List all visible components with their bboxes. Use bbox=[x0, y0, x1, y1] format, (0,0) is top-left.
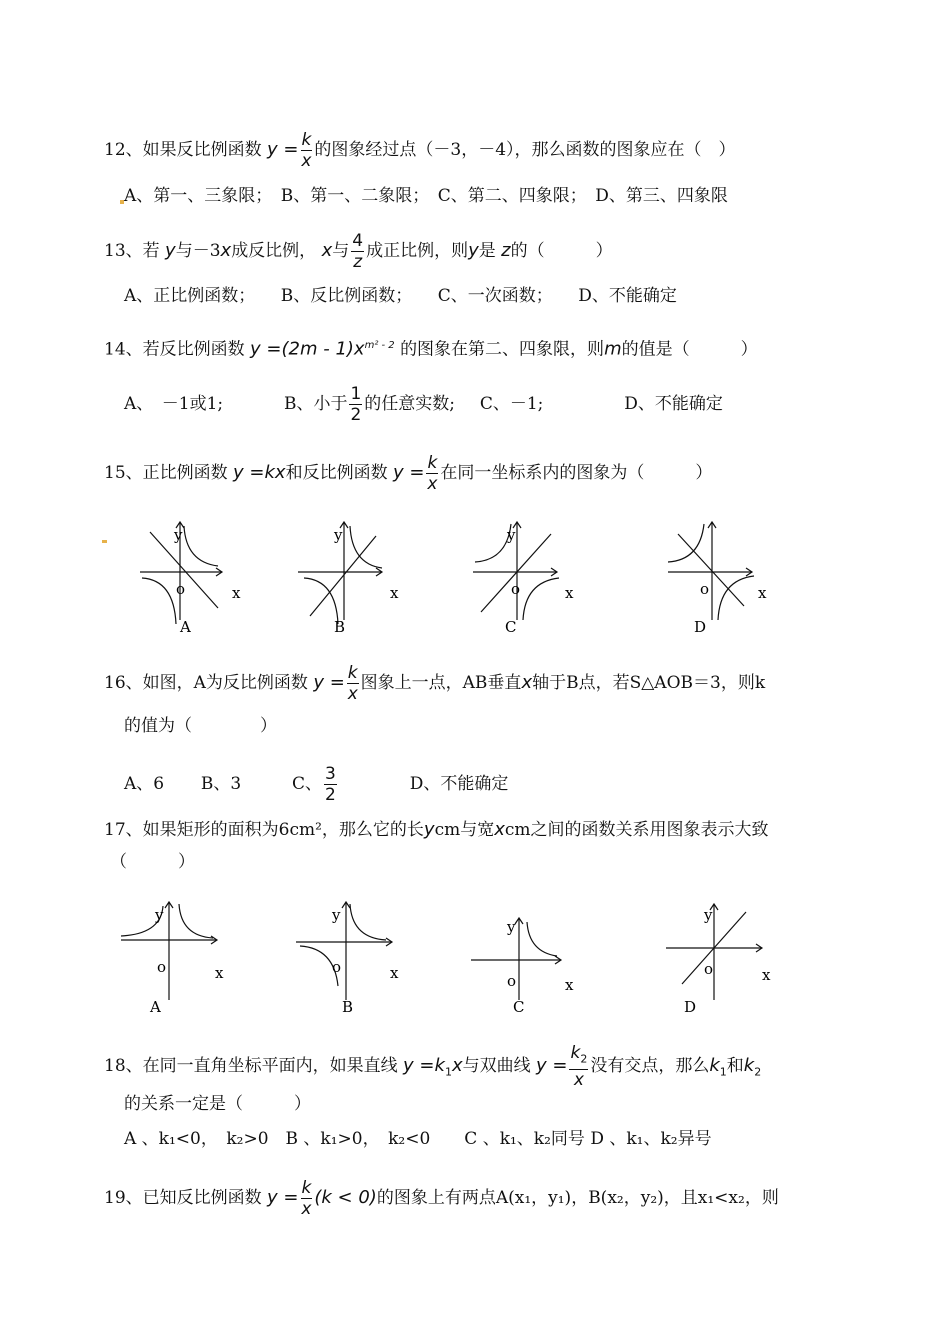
axis-y-label: y bbox=[704, 906, 713, 924]
q17-graph-c bbox=[465, 900, 595, 1020]
q15-graph-c bbox=[465, 520, 595, 640]
axis-x-label: x bbox=[762, 966, 771, 984]
q17-stem: 17、如果矩形的面积为6cm²，那么它的长ycm与宽xcm之间的函数关系用图象表示大致 bbox=[104, 819, 769, 840]
axis-y-label: y bbox=[334, 526, 343, 544]
origin-label: o bbox=[332, 958, 342, 976]
fraction: $\frac{k}{x}$ bbox=[301, 130, 312, 171]
q18-stem: 18、在同一直角坐标平面内，如果直线 $y =k_1x$与双曲线 y = $\frac{k_2}{x}$ 没有交点，那么$k_1$和$k_2$ bbox=[104, 1043, 762, 1091]
q17-graph-a bbox=[115, 900, 245, 1020]
origin-label: o bbox=[507, 972, 517, 990]
fraction: $\frac{3}{2}$ bbox=[325, 764, 336, 805]
q17-graph-d bbox=[660, 900, 790, 1020]
q19-stem: 19、已知反比例函数 y = $\frac{k}{x}$ (k < 0)的图象上有两点A(x₁，y₁)，B(x₂，y₂)，且x₁<x₂，则 bbox=[104, 1178, 779, 1219]
fraction: $\frac{1}{2}$ bbox=[350, 384, 362, 425]
axis-x-label: x bbox=[758, 584, 767, 602]
q16-line2: 的值为（ ） bbox=[124, 716, 277, 736]
mark-dot bbox=[102, 540, 107, 543]
axis-y-label: y bbox=[507, 526, 516, 544]
axis-y-label: y bbox=[507, 918, 516, 936]
axis-y-label: y bbox=[155, 906, 164, 924]
q17-graph-b bbox=[290, 900, 420, 1020]
q13-options: A、正比例函数； B、反比例函数； C、一次函数； D、不能确定 bbox=[124, 286, 677, 306]
q12-stem: 12、如果反比例函数 y = $\frac{k}{x}$ 的图象经过点（－3，－4），那么函数的图象应在（ ） bbox=[104, 130, 736, 171]
fraction: $\frac{k}{x}$ bbox=[347, 663, 358, 704]
graph-label-c: C bbox=[513, 998, 525, 1016]
q15-graph-d bbox=[660, 520, 790, 640]
axis-x-label: x bbox=[390, 964, 399, 982]
q15-graph-b bbox=[290, 520, 420, 640]
graph-label-b: B bbox=[342, 998, 354, 1016]
q17-line2: （ ） bbox=[110, 852, 195, 872]
q13-stem: 13、若 y与－3x成反比例， x与 $\frac{4}{z}$ 成正比例，则y是 z的（ ） bbox=[104, 231, 613, 272]
origin-label: o bbox=[176, 580, 186, 598]
graph-label-d: D bbox=[694, 618, 707, 636]
q18-line2: 的关系一定是（ ） bbox=[124, 1094, 311, 1114]
q15-stem: 15、正比例函数 y =kx和反比例函数 y = $\frac{k}{x}$ 在同一坐标系内的图象为（ ） bbox=[104, 453, 713, 494]
graph-label-c: C bbox=[505, 618, 517, 636]
fraction: $\frac{k}{x}$ bbox=[301, 1178, 312, 1219]
axis-y-label: y bbox=[332, 906, 341, 924]
axis-x-label: x bbox=[565, 584, 574, 602]
fraction: $\frac{4}{z}$ bbox=[352, 231, 364, 272]
graph-label-d: D bbox=[684, 998, 697, 1016]
q14-stem: 14、若反比例函数 $y =(2m - 1)x^{m^2 - 2}$ 的图象在第二、四象限，则m的值是（ ） bbox=[104, 338, 758, 360]
origin-label: o bbox=[704, 960, 714, 978]
axis-x-label: x bbox=[390, 584, 399, 602]
axis-x-label: x bbox=[215, 964, 224, 982]
q12-options: A、第一、三象限； B、第一、二象限； C、第二、四象限； D、第三、四象限 bbox=[124, 186, 728, 206]
origin-label: o bbox=[511, 580, 521, 598]
graph-label-b: B bbox=[334, 618, 346, 636]
axis-x-label: x bbox=[565, 976, 574, 994]
q16-stem: 16、如图，A为反比例函数 y = $\frac{k}{x}$ 图象上一点，AB垂直x轴于B点，若S△AOB＝3，则k bbox=[104, 663, 766, 704]
q14-options: A、 －1或1; B、小于 $\frac{1}{2}$ 的任意实数; C、－1; D、不能确定 bbox=[124, 384, 723, 425]
axis-y-label: y bbox=[174, 526, 183, 544]
axis-x-label: x bbox=[232, 584, 241, 602]
graph-label-a: A bbox=[180, 618, 191, 636]
graph-label-a: A bbox=[150, 998, 161, 1016]
fraction: $\frac{k_2}{x}$ bbox=[570, 1043, 588, 1091]
q15-graph-a bbox=[130, 520, 260, 640]
origin-label: o bbox=[700, 580, 710, 598]
q18-options: A 、k₁<0， k₂>0 B 、k₁>0， k₂<0 C 、k₁、k₂同号 D 、k₁、k₂异号 bbox=[124, 1129, 712, 1149]
q16-options: A、6 B、3 C、 $\frac{3}{2}$ D、不能确定 bbox=[124, 764, 509, 805]
fraction: $\frac{k}{x}$ bbox=[427, 453, 438, 494]
origin-label: o bbox=[157, 958, 167, 976]
